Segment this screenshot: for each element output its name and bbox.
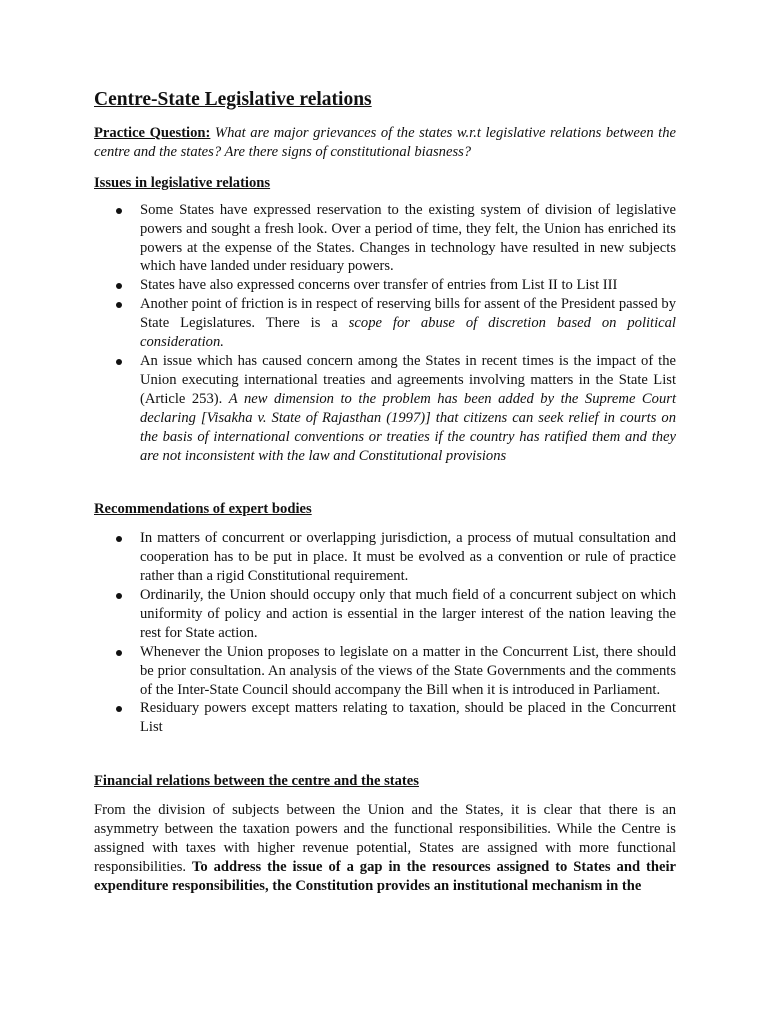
bullet-icon	[116, 208, 122, 214]
bullet-icon	[116, 650, 122, 656]
bullet-icon	[116, 359, 122, 365]
financial-heading: Financial relations between the centre and the states	[94, 773, 419, 790]
list-item: Another point of friction is in respect of reserving bills for assent of the President passed by State Legislatures. There is a scope for abuse of discretion based on political consideration.	[94, 295, 676, 352]
page-title: Centre-State Legislative relations	[94, 89, 372, 110]
list-item: In matters of concurrent or overlapping jurisdiction, a process of mutual consultation and cooperation has to be put in place. It must be evolved as a convention or rule of practice rather than a rigid Constitutional requirement.	[94, 529, 676, 586]
issues-list	[94, 201, 676, 466]
recommendations-heading: Recommendations of expert bodies	[94, 501, 312, 518]
list-item: Residuary powers except matters relating to taxation, should be placed in the Concurrent List	[94, 699, 676, 737]
bullet-icon	[116, 283, 122, 289]
issues-heading: Issues in legislative relations	[94, 174, 271, 191]
recommendations-list	[94, 529, 676, 737]
practice-question	[94, 124, 676, 162]
bullet-icon	[116, 593, 122, 599]
document-page	[94, 88, 676, 896]
list-item: States have also expressed concerns over transfer of entries from List II to List III	[94, 276, 676, 295]
bullet-icon	[116, 706, 122, 712]
practice-question-label: Practice Question:	[94, 125, 211, 141]
bullet-icon	[116, 536, 122, 542]
list-item: Some States have expressed reservation to the existing system of division of legislative powers and sought a fresh look. Over a period of time, they felt, the Union has enriched its powers at the expense of the States. Changes in technology have resulted in new subjects which have landed under residuary powers.	[94, 201, 676, 277]
list-item: Whenever the Union proposes to legislate on a matter in the Concurrent List, there should be prior consultation. An analysis of the views of the State Governments and the comments of the Inter-State Council should accompany the Bill when it is introduced in Parliament.	[94, 643, 676, 700]
list-item: An issue which has caused concern among the States in recent times is the impact of the Union executing international treaties and agreements involving matters in the State List (Article 253). A new dimension to the problem has been added by the Supreme Court declaring [Visakha v. State of Rajasthan (1997)] that citizens can seek relief in courts on the basis of international conventions or treaties if the country has ratified them and they are not inconsistent with the law and Constitutional provisions	[94, 352, 676, 465]
list-item: Ordinarily, the Union should occupy only that much field of a concurrent subject on which uniformity of policy and action is essential in the larger interest of the nation leaving the rest for State action.	[94, 586, 676, 643]
bullet-icon	[116, 302, 122, 308]
practice-question-text: What are major grievances of the states w.r.t legislative relations between the centre and the states? Are there signs of constitutional biasness?	[94, 125, 676, 160]
financial-paragraph: From the division of subjects between the Union and the States, it is clear that there is an asymmetry between the taxation powers and the functional responsibilities. While the Centre is assigned with taxes with higher revenue potential, States are assigned with more functional responsibilities. To address the issue of a gap in the resources assigned to States and their expenditure responsibilities, the Constitution provides an institutional mechanism in the	[94, 802, 676, 894]
